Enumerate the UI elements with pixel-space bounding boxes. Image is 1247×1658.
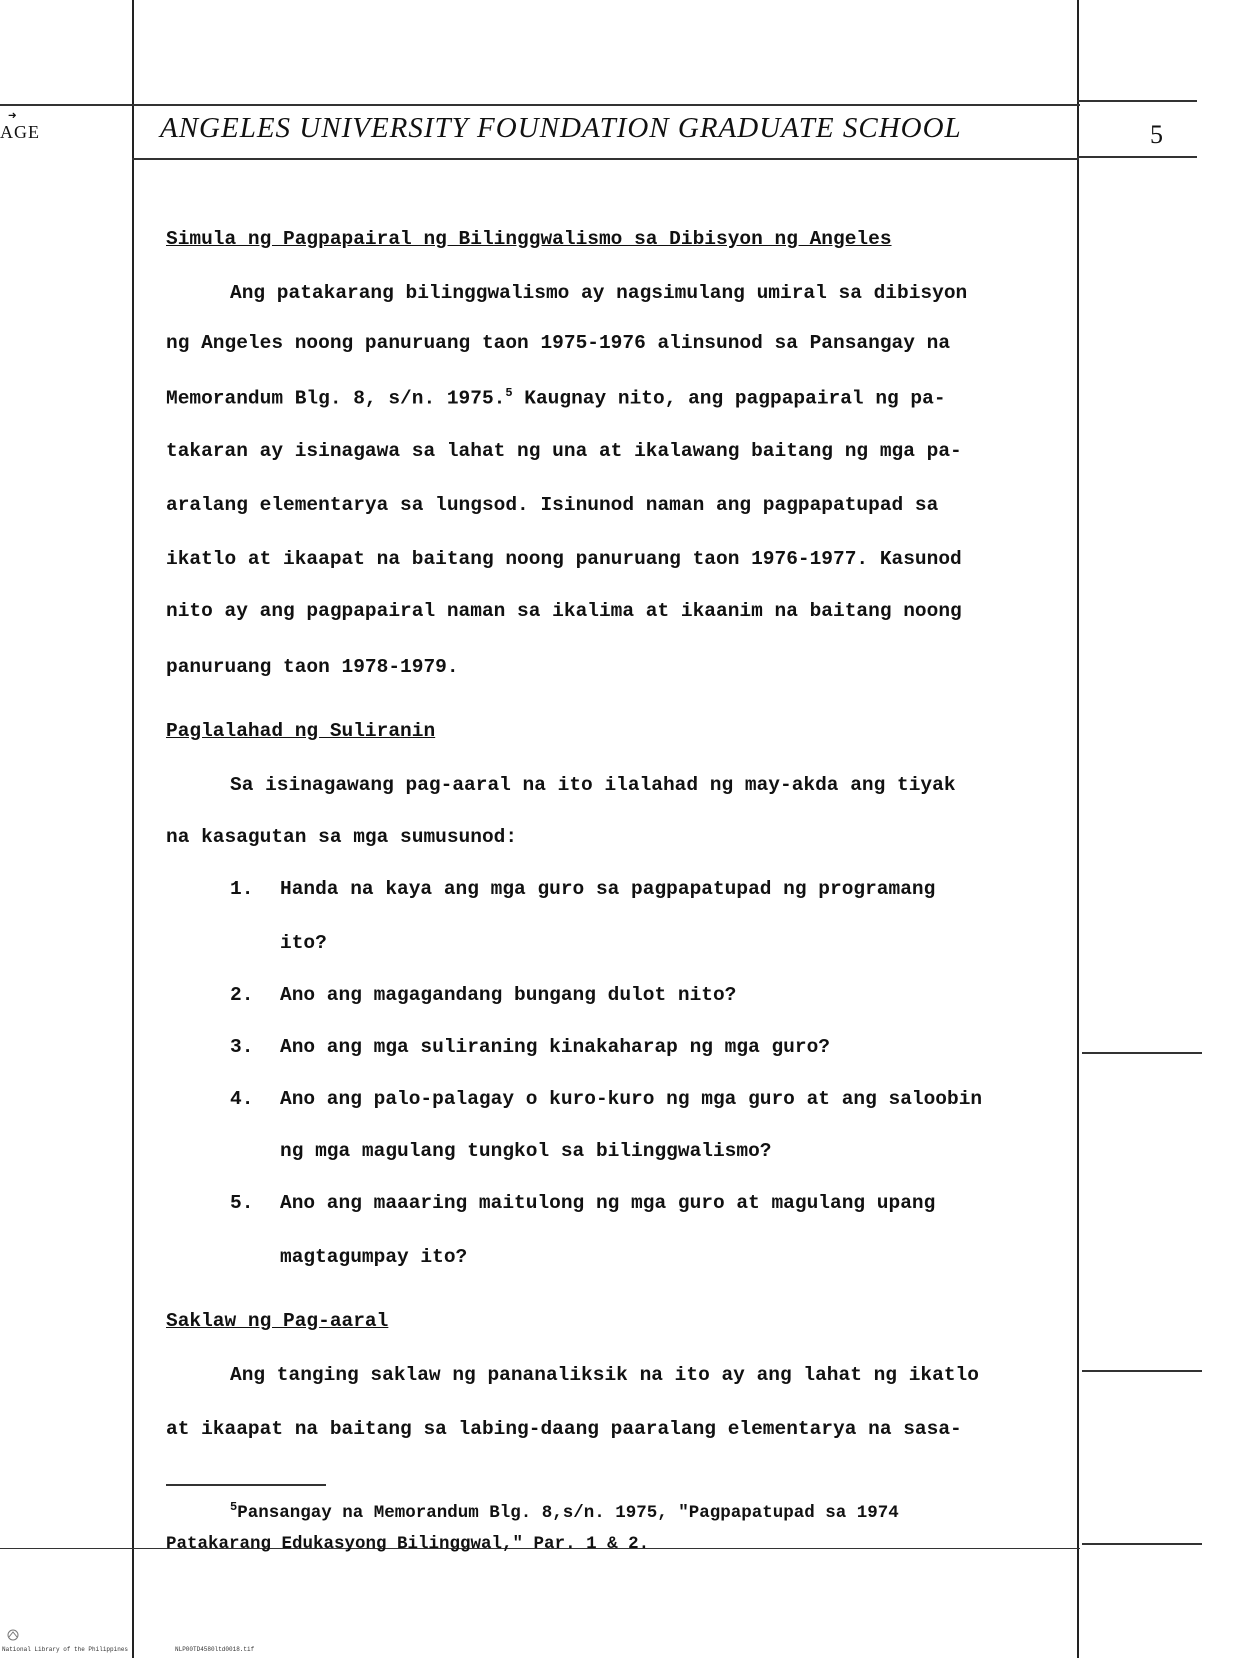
footnote-mark: 5: [230, 1500, 238, 1514]
margin-rule-right-foot: [1082, 1543, 1202, 1545]
question-line: magtagumpay ito?: [280, 1246, 468, 1268]
margin-rule-right-bottom: [1077, 156, 1197, 158]
header-rule-top: [0, 104, 1080, 106]
margin-rule-right-top: [1077, 100, 1197, 102]
margin-rule-right-low: [1082, 1370, 1202, 1372]
text-line: Ang tanging saklaw ng pananaliksik na ito ay ang lahat ng ikatlo: [230, 1364, 979, 1386]
library-seal-icon: [4, 1628, 22, 1642]
text-segment: Memorandum Blg. 8, s/n. 1975.: [166, 387, 506, 410]
text-segment: Kaugnay nito, ang pagpapairal ng pa-: [524, 387, 946, 410]
left-border-line: [132, 0, 134, 1658]
text-line: panuruang taon 1978-1979.: [166, 656, 459, 678]
archive-library-name: National Library of the Philippines: [2, 1646, 129, 1653]
text-line: ng Angeles noong panuruang taon 1975-1976 alinsunod sa Pansangay na: [166, 332, 951, 354]
question-line: ito?: [280, 932, 327, 954]
page-label: AGE: [0, 122, 40, 142]
footnote-rule: [166, 1484, 326, 1486]
question-number: 3.: [230, 1036, 254, 1058]
text-line: [166, 386, 946, 410]
text-line: aralang elementarya sa lungsod. Isinunod naman ang pagpapatupad sa: [166, 494, 939, 516]
text-line: Ang patakarang bilinggwalismo ay nagsimulang umiral sa dibisyon: [230, 282, 968, 304]
section-heading-saklaw: Saklaw ng Pag-aaral: [166, 1310, 389, 1332]
question-number: 1.: [230, 878, 254, 900]
question-line: Ano ang mga suliraning kinakaharap ng mga guro?: [280, 1036, 830, 1058]
footnote-line: Patakarang Edukasyong Bilinggwal," Par. 1 & 2.: [166, 1534, 650, 1554]
text-line: takaran ay isinagawa sa lahat ng una at ikalawang baitang ng mga pa-: [166, 440, 962, 462]
footnote-text: Pansangay na Memorandum Blg. 8,s/n. 1975, "Pagpapatupad sa 1974: [237, 1502, 899, 1523]
question-line: Ano ang palo-palagay o kuro-kuro ng mga guro at ang saloobin: [280, 1088, 983, 1110]
section-heading-simula: Simula ng Pagpapairal ng Bilinggwalismo sa Dibisyon ng Angeles: [166, 228, 892, 250]
right-border-line: [1077, 0, 1079, 1658]
header-rule-bottom: [132, 158, 1079, 160]
text-line: Sa isinagawang pag-aaral na ito ilalahad ng may-akda ang tiyak: [230, 774, 956, 796]
footnote-line: [230, 1500, 899, 1523]
question-line: ng mga magulang tungkol sa bilinggwalismo?: [280, 1140, 772, 1162]
page-number: 5: [1150, 120, 1163, 149]
section-heading-paglalahad: Paglalahad ng Suliranin: [166, 720, 436, 742]
header-title: ANGELES UNIVERSITY FOUNDATION GRADUATE SCHOOL: [160, 112, 962, 144]
question-line: Ano ang maaaring maitulong ng mga guro at magulang upang: [280, 1192, 936, 1214]
text-line: at ikaapat na baitang sa labing-daang paaralang elementarya na sasa-: [166, 1418, 962, 1440]
text-line: na kasagutan sa mga sumusunod:: [166, 826, 518, 848]
question-line: Handa na kaya ang mga guro sa pagpapatupad ng programang: [280, 878, 936, 900]
question-number: 2.: [230, 984, 254, 1006]
text-line: ikatlo at ikaapat na baitang noong panuruang taon 1976-1977. Kasunod: [166, 548, 962, 570]
text-line: nito ay ang pagpapairal naman sa ikalima at ikaanim na baitang noong: [166, 600, 962, 622]
question-line: Ano ang magagandang bungang dulot nito?: [280, 984, 737, 1006]
archive-file-name: NLP00TD4580ltd0018.tif: [175, 1646, 255, 1653]
page-label-arrow: ➜: [8, 109, 17, 125]
footnote-ref: 5: [505, 386, 513, 400]
question-number: 5.: [230, 1192, 254, 1214]
margin-rule-right-mid: [1082, 1052, 1202, 1054]
question-number: 4.: [230, 1088, 254, 1110]
